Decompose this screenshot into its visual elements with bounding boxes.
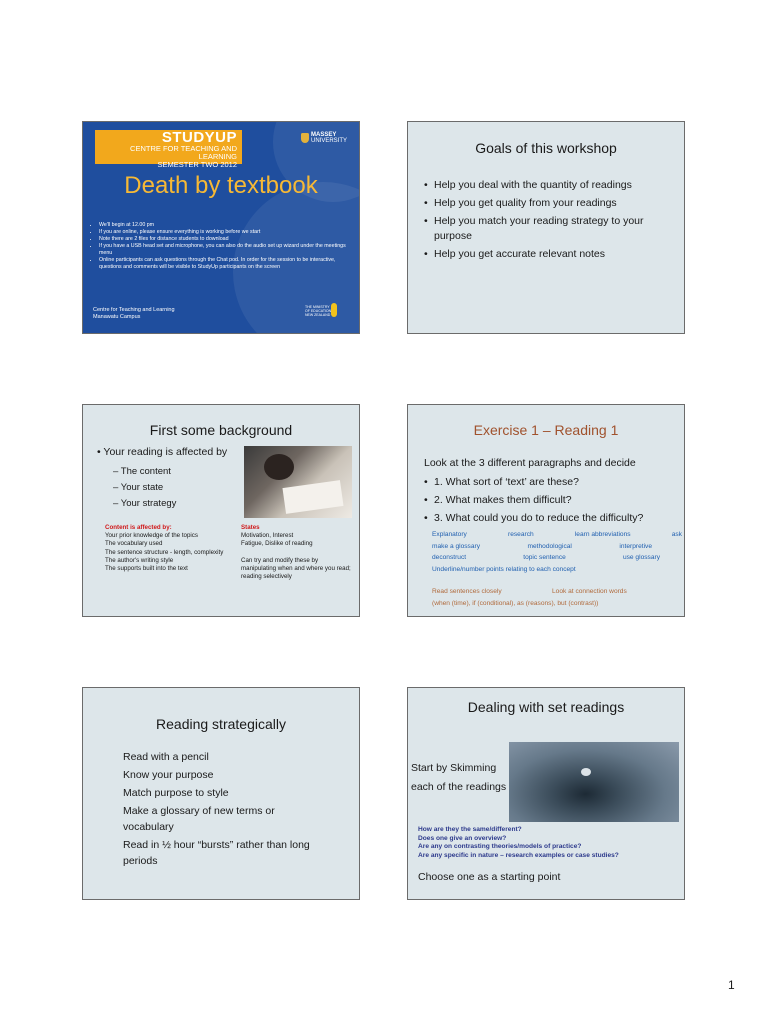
content-column <box>105 524 225 573</box>
list-item: – The content <box>113 464 176 480</box>
slide-1-footer <box>93 307 175 321</box>
list-item: Match purpose to style <box>123 787 229 799</box>
keyword-row: Underline/number points relating to each concept <box>432 565 576 573</box>
water-splash-photo <box>509 742 679 822</box>
student-photo <box>244 446 352 518</box>
states-column <box>241 524 353 581</box>
list-item: • 3. What could you do to reduce the difficulty? <box>422 510 682 526</box>
logo-text-1: MASSEY <box>311 132 337 138</box>
list-item: • 2. What makes them difficult? <box>422 492 682 508</box>
footer-line-1: Centre for Teaching and Learning <box>93 307 175 313</box>
keyword-row <box>432 541 682 553</box>
slide-2-thumbnail <box>407 121 685 334</box>
list-item: • Help you match your reading strategy to your purpose <box>422 214 677 244</box>
list-item: • Help you get accurate relevant notes <box>422 247 677 262</box>
slide-1-bullets <box>89 222 354 271</box>
main-bullet: • Your reading is affected by <box>97 446 227 458</box>
slide-1-title: Death by textbook <box>124 172 318 199</box>
list-item: • Help you deal with the quantity of readings <box>422 178 677 193</box>
slide-3-thumbnail <box>82 404 360 617</box>
photo-detail <box>282 480 343 514</box>
choose-text: Choose one as a starting point <box>418 871 561 883</box>
keyword: research <box>508 531 534 538</box>
photo-detail <box>581 768 591 776</box>
list-item: Your prior knowledge of the topics <box>105 532 198 540</box>
reading-tips <box>432 586 682 609</box>
tip: Look at connection words <box>552 588 627 595</box>
keyword: use glossary <box>622 554 660 561</box>
crest-icon <box>301 133 309 143</box>
strategy-list <box>123 749 323 871</box>
keyword: deconstruct <box>432 554 467 561</box>
list-item: Make a glossary of new terms or vocabulary <box>123 805 275 833</box>
photo-detail <box>264 454 294 480</box>
list-item: The supports built into the text <box>105 565 188 573</box>
slide-5-title: Reading strategically <box>156 716 286 732</box>
slide-5-thumbnail <box>82 687 360 900</box>
keyword: topic sentence <box>523 554 566 561</box>
list-item: Motivation, Interest <box>241 532 294 540</box>
banner-line-2: SEMESTER TWO 2012 <box>157 160 237 169</box>
list-item: Fatigue, Dislike of reading <box>241 540 313 548</box>
keyword: Explanatory <box>432 531 467 538</box>
list-item: Read in ½ hour “bursts” rather than long periods <box>123 839 310 867</box>
slide-3-title: First some background <box>149 422 293 438</box>
slide-2-title: Goals of this workshop <box>475 140 617 156</box>
list-item: The author's writing style <box>105 556 174 564</box>
list-item: • If you are online, please ensure everything is working before we start <box>99 229 354 236</box>
tip-row: (when (time), if (conditional), as (reasons), but (contrast)) <box>432 599 599 607</box>
list-item: Read with a pencil <box>123 751 209 763</box>
answer-keywords <box>432 529 682 575</box>
exercise-intro: Look at the 3 different paragraphs and decide <box>424 457 636 469</box>
slide-2-bullets <box>422 178 677 265</box>
banner-line-1: CENTRE FOR TEACHING AND LEARNING <box>130 144 237 161</box>
footer-line-2: Manawatu Campus <box>93 314 141 320</box>
list-item: • We'll begin at 12.00 pm <box>99 222 354 229</box>
skimming-text: Start by Skimming each of the readings <box>411 762 507 793</box>
list-item: • Help you get quality from your readings <box>422 196 677 211</box>
fern-icon <box>331 303 337 317</box>
list-item: Know your purpose <box>123 769 214 781</box>
sub-bullets <box>113 464 176 512</box>
ministry-logo <box>305 305 331 317</box>
tip: Read sentences closely <box>432 588 502 595</box>
slide-6-thumbnail <box>407 687 685 900</box>
studyup-banner <box>95 129 242 169</box>
slide-4-thumbnail <box>407 404 685 617</box>
keyword: learn abbreviations <box>574 531 631 538</box>
logo-text-2: UNIVERSITY <box>311 138 348 144</box>
slide-1-thumbnail <box>82 121 360 334</box>
ministry-logo-line: NEW ZEALAND <box>305 313 331 317</box>
list-item: – Your strategy <box>113 496 176 512</box>
keyword: interpretive <box>619 542 652 550</box>
ministry-logo-line: OF EDUCATION <box>305 309 332 313</box>
tip-row <box>432 586 682 598</box>
states-heading: States <box>241 524 260 531</box>
states-note: Can try and modify these by manipulating when and where you read; reading selectively <box>241 556 351 581</box>
content-heading: Content is affected by: <box>105 524 172 531</box>
list-item: The vocabulary used <box>105 540 163 548</box>
list-item: – Your state <box>113 480 176 496</box>
keyword-row <box>432 529 682 541</box>
slide-4-title: Exercise 1 – Reading 1 <box>473 422 619 438</box>
massey-logo <box>301 132 347 144</box>
keyword: ask <box>671 531 682 538</box>
ministry-logo-line: THE MINISTRY <box>305 305 330 309</box>
banner-title: STUDYUP <box>161 129 237 146</box>
list-item: • Note there are 2 files for distance students to download <box>99 236 354 243</box>
list-item: How are they the same/different? <box>418 826 522 833</box>
list-item: Are any specific in nature – research examples or case studies? <box>418 851 619 859</box>
list-item: • If you have a USB head set and microphone, you can also do the audio set up wizard under the meetings menu <box>99 243 354 257</box>
page-number: 1 <box>728 978 735 992</box>
keyword: make a glossary <box>432 542 481 550</box>
keyword: methodological <box>527 542 572 550</box>
list-item: Are any on contrasting theories/models of practice? <box>418 843 582 851</box>
list-item: • 1. What sort of ‘text’ are these? <box>422 474 682 490</box>
list-item: Does one give an overview? <box>418 834 507 842</box>
keyword-row <box>432 552 682 564</box>
exercise-questions <box>422 474 682 528</box>
skimming-questions <box>418 826 683 860</box>
slide-6-title: Dealing with set readings <box>467 699 625 715</box>
list-item: The sentence structure - length, complexity <box>105 548 224 556</box>
list-item: • Online participants can ask questions through the Chat pod. In order for the session to be interactive, questions and comments will be visible to StudyUp participants on the screen <box>99 257 354 271</box>
